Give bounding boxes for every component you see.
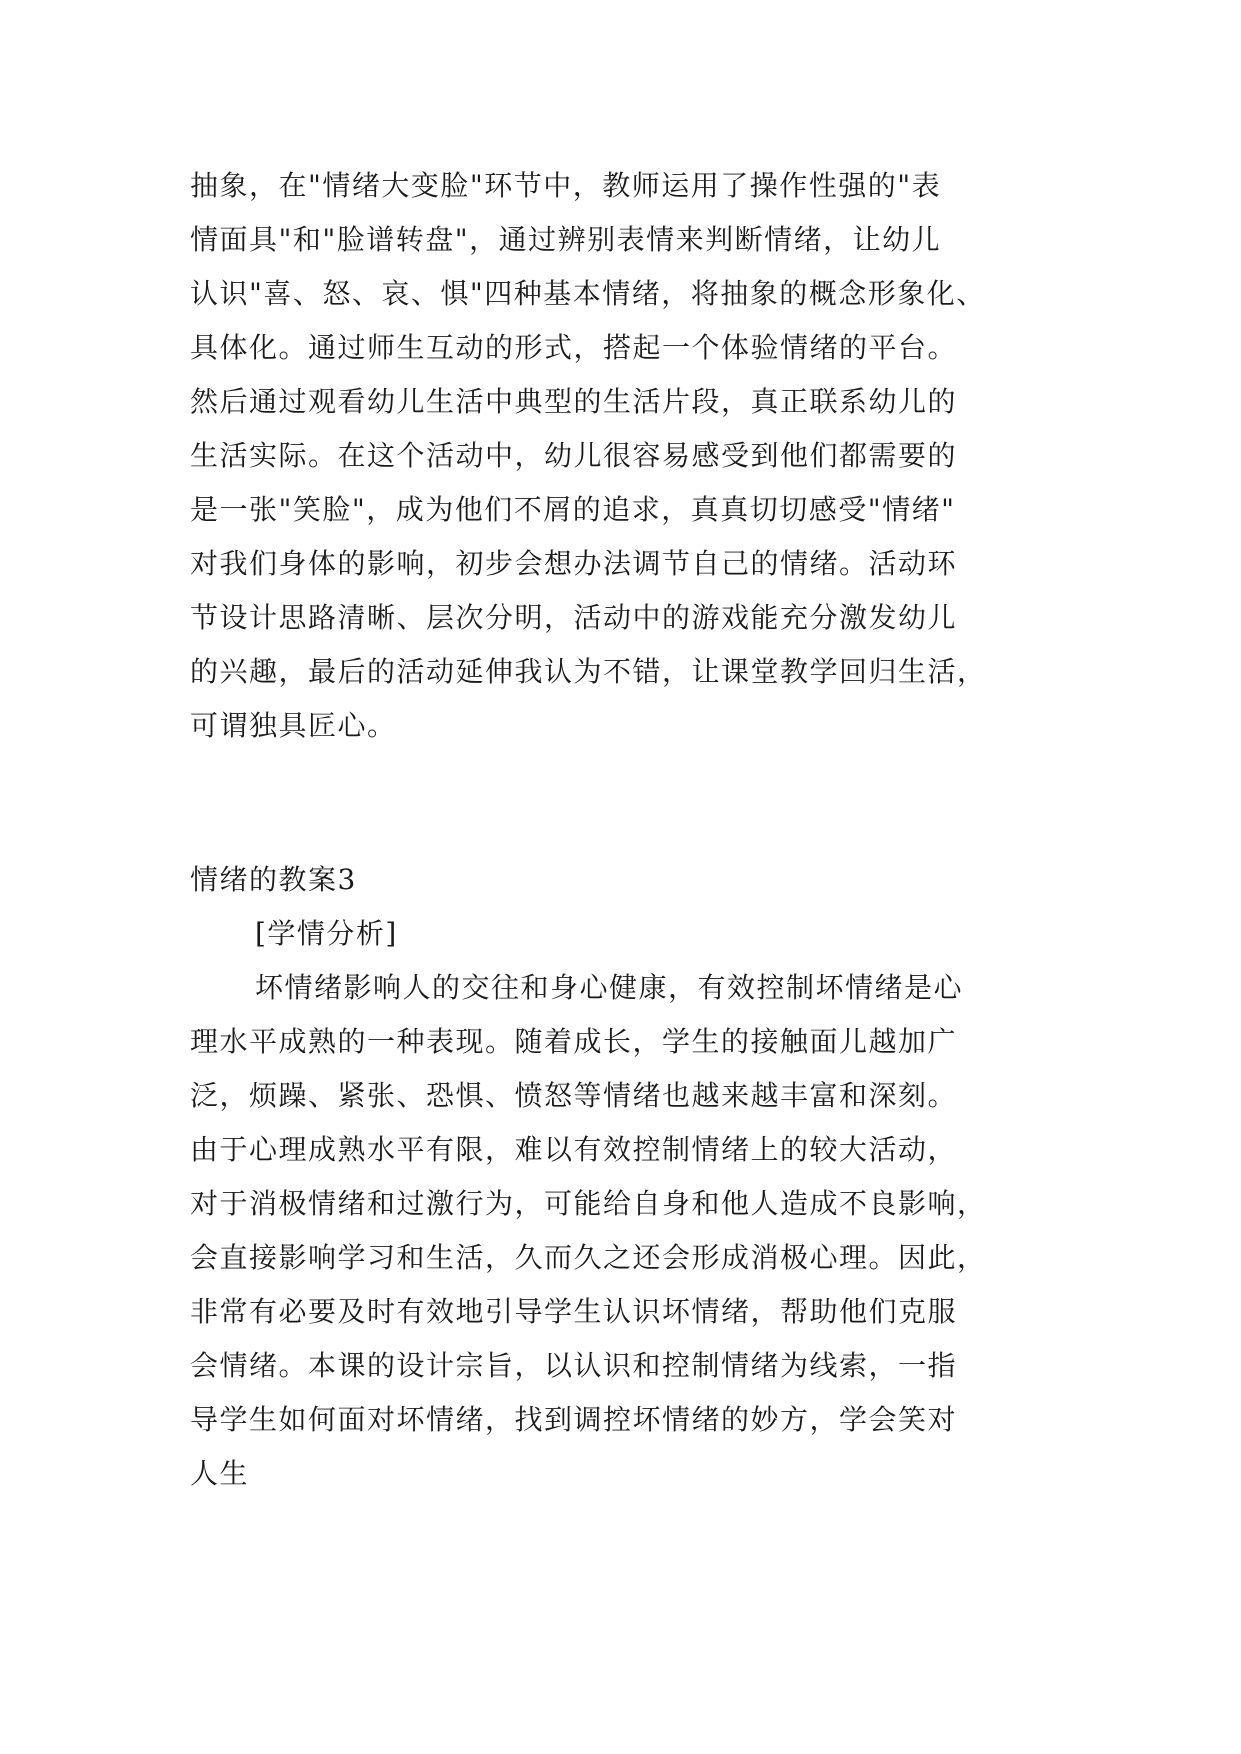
paragraph-line: 节设计思路清晰、层次分明，活动中的游戏能充分激发幼儿 [190,601,958,634]
paragraph-line: 对我们身体的影响，初步会想办法调节自己的情绪。活动环 [190,547,958,580]
section-subheading: [学情分析] [255,917,398,950]
paragraph-line: 是一张"笑脸"，成为他们不屑的追求，真真切切感受"情绪" [190,493,956,526]
section-heading: 情绪的教案3 [190,863,357,896]
paragraph-line: 由于心理成熟水平有限，难以有效控制情绪上的较大活动， [190,1133,958,1166]
paragraph-line: 泛，烦躁、紧张、恐惧、愤怒等情绪也越来越丰富和深刻。 [190,1079,958,1112]
paragraph-line: 情面具"和"脸谱转盘"，通过辨别表情来判断情绪，让幼儿 [190,223,942,256]
paragraph-line: 认识"喜、怒、哀、惧"四种基本情绪，将抽象的概念形象化、 [190,277,986,310]
paragraph-line: 坏情绪影响人的交往和身心健康，有效控制坏情绪是心 [255,971,964,1004]
paragraph-line: 对于消极情绪和过激行为，可能给自身和他人造成不良影响， [190,1187,987,1220]
paragraph-line: 会情绪。本课的设计宗旨，以认识和控制情绪为线索，一指 [190,1349,958,1382]
paragraph-line: 理水平成熟的一种表现。随着成长，学生的接触面儿越加广 [190,1025,958,1058]
paragraph-line: 的兴趣，最后的活动延伸我认为不错，让课堂教学回归生活， [190,655,987,688]
paragraph-line: 导学生如何面对坏情绪，找到调控坏情绪的妙方，学会笑对 [190,1403,958,1436]
paragraph-line: 非常有必要及时有效地引导学生认识坏情绪，帮助他们克服 [190,1295,958,1328]
paragraph-line: 抽象，在"情绪大变脸"环节中，教师运用了操作性强的"表 [190,169,942,202]
paragraph-line: 会直接影响学习和生活，久而久之还会形成消极心理。因此， [190,1241,987,1274]
paragraph-line: 人生 [190,1457,250,1490]
paragraph-line: 可谓独具匠心。 [190,709,397,742]
paragraph-line: 然后通过观看幼儿生活中典型的生活片段，真正联系幼儿的 [190,385,958,418]
paragraph-line: 生活实际。在这个活动中，幼儿很容易感受到他们都需要的 [190,439,958,472]
paragraph-line: 具体化。通过师生互动的形式，搭起一个体验情绪的平台。 [190,331,958,364]
